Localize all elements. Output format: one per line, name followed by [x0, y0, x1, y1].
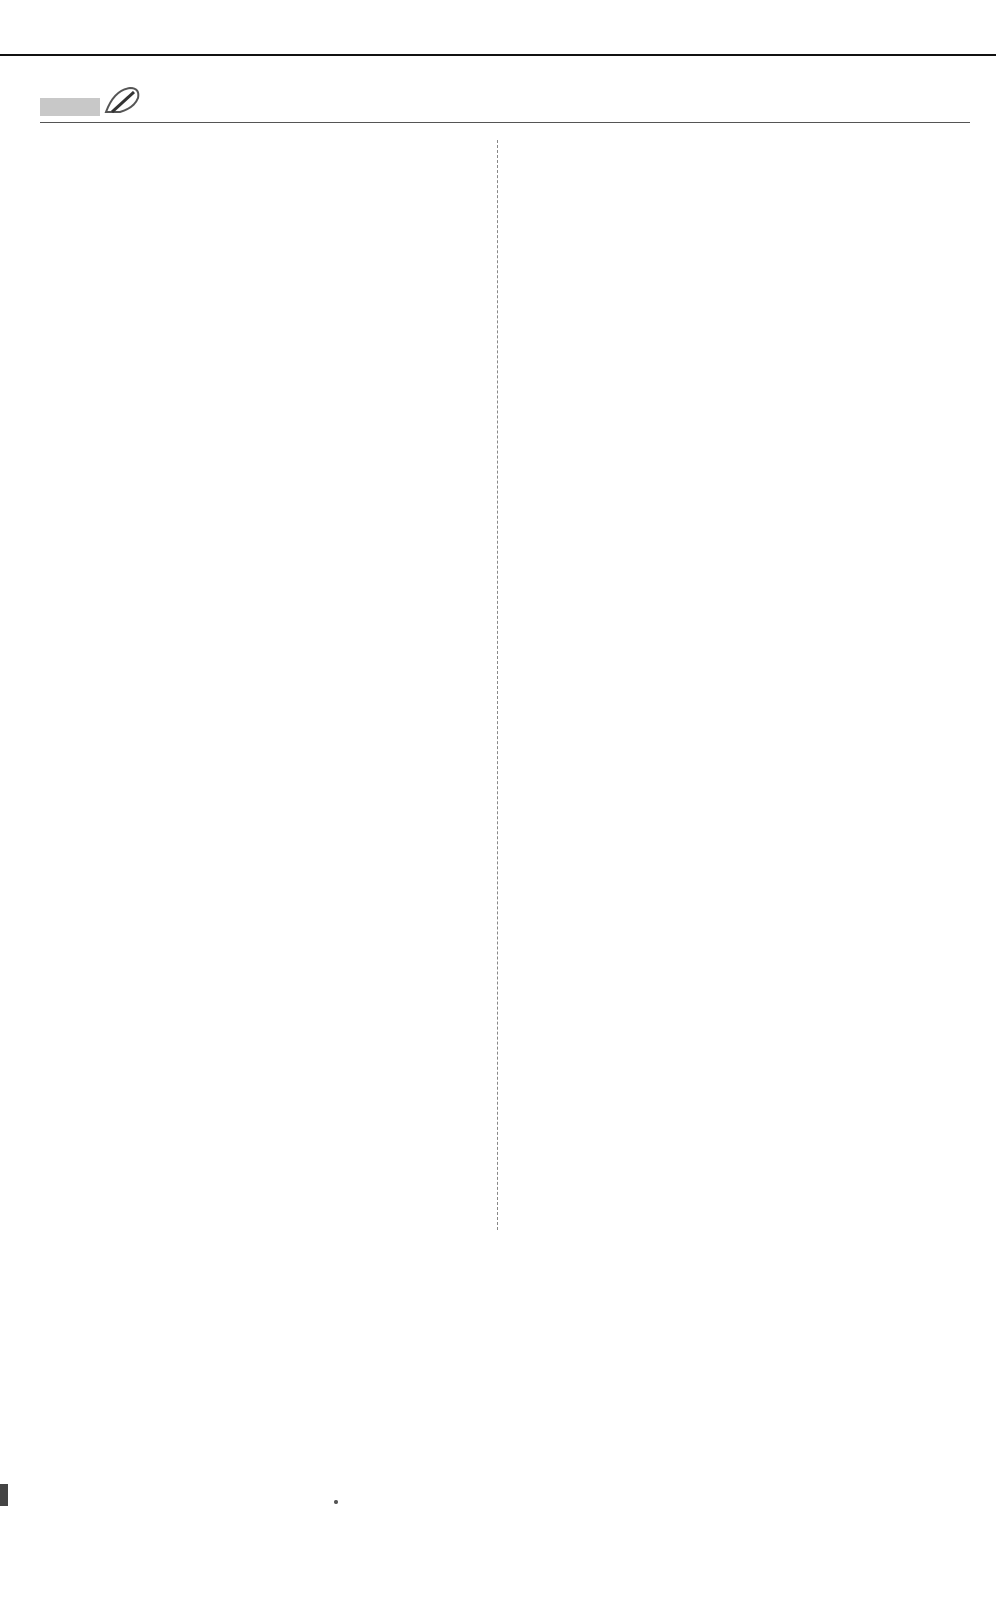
pen-hand-icon — [100, 82, 146, 120]
footer-dot — [334, 1500, 338, 1504]
footer-bar — [0, 1484, 8, 1506]
page-footer — [0, 1480, 996, 1510]
column-separator — [497, 140, 498, 1230]
top-rule — [0, 54, 996, 56]
header-rule — [40, 122, 970, 123]
page-header — [0, 82, 996, 122]
header-bar — [40, 98, 100, 116]
